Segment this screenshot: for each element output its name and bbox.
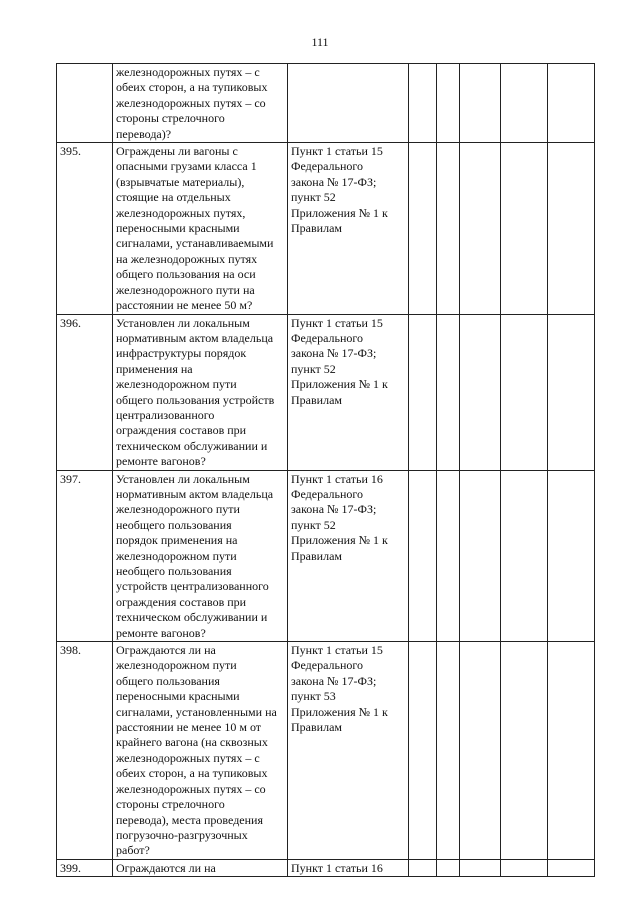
answer-cell <box>409 64 437 143</box>
row-number: 398. <box>57 642 113 860</box>
row-number: 399. <box>57 859 113 876</box>
answer-cell <box>409 314 437 470</box>
table-row <box>57 859 595 876</box>
answer-cell <box>460 470 501 641</box>
table-row <box>57 314 595 470</box>
page-number: 111 <box>311 35 329 49</box>
answer-cell <box>409 859 437 876</box>
answer-cell <box>460 143 501 314</box>
answer-cell <box>460 859 501 876</box>
answer-cell <box>437 64 460 143</box>
answer-cell <box>460 64 501 143</box>
question-cell: Установлен ли локальным нормативным актом владельца инфраструктуры порядок применения на железнодорожном пути общего пользования устройств централизованного ограждения составов при техническом обслуживании и ремонте вагонов? <box>113 314 288 470</box>
answer-cell <box>548 143 595 314</box>
reference-cell: Пункт 1 статьи 16 Федерального закона № 17-ФЗ; пункт 52 Приложения № 1 к Правилам <box>288 470 409 641</box>
row-number: 397. <box>57 470 113 641</box>
question-cell: железнодорожных путях – с обеих сторон, а на тупиковых железнодорожных путях – со стороны стрелочного перевода)? <box>113 64 288 143</box>
answer-cell <box>409 143 437 314</box>
answer-cell <box>501 642 548 860</box>
checklist-table <box>56 63 595 877</box>
answer-cell <box>548 470 595 641</box>
answer-cell <box>437 470 460 641</box>
answer-cell <box>437 314 460 470</box>
question-cell: Установлен ли локальным нормативным актом владельца железнодорожного пути необщего пользования порядок применения на железнодорожном пути необщего пользования устройств централизованного ограждения составов при техническом обслуживании и ремонте вагонов? <box>113 470 288 641</box>
answer-cell <box>437 642 460 860</box>
answer-cell <box>437 859 460 876</box>
reference-cell: Пункт 1 статьи 16 <box>288 859 409 876</box>
table-row <box>57 642 595 860</box>
answer-cell <box>409 642 437 860</box>
table-row <box>57 64 595 143</box>
answer-cell <box>501 859 548 876</box>
answer-cell <box>548 314 595 470</box>
row-number: 395. <box>57 143 113 314</box>
question-cell: Ограждаются ли на <box>113 859 288 876</box>
row-number: 396. <box>57 314 113 470</box>
table-row <box>57 143 595 314</box>
answer-cell <box>460 642 501 860</box>
question-cell: Ограждаются ли на железнодорожном пути общего пользования переносными красными сигналами, установленными на расстоянии не менее 10 м от крайнего вагона (на сквозных железнодорожных путях – с обеих сторон, а на тупиковых железнодорожных путях – со стороны стрелочного перевода), места проведения погрузочно-разгрузочных работ? <box>113 642 288 860</box>
answer-cell <box>548 642 595 860</box>
question-cell: Ограждены ли вагоны с опасными грузами класса 1 (взрывчатые материалы), стоящие на отдельных железнодорожных путях, переносными красными сигналами, устанавливаемыми на железнодорожных путях общего пользования на оси железнодорожного пути на расстоянии не менее 50 м? <box>113 143 288 314</box>
answer-cell <box>409 470 437 641</box>
answer-cell <box>501 470 548 641</box>
answer-cell <box>548 859 595 876</box>
reference-cell: Пункт 1 статьи 15 Федерального закона № 17-ФЗ; пункт 52 Приложения № 1 к Правилам <box>288 143 409 314</box>
row-number <box>57 64 113 143</box>
answer-cell <box>501 64 548 143</box>
answer-cell <box>437 143 460 314</box>
reference-cell: Пункт 1 статьи 15 Федерального закона № 17-ФЗ; пункт 53 Приложения № 1 к Правилам <box>288 642 409 860</box>
reference-cell: Пункт 1 статьи 15 Федерального закона № 17-ФЗ; пункт 52 Приложения № 1 к Правилам <box>288 314 409 470</box>
reference-cell <box>288 64 409 143</box>
answer-cell <box>548 64 595 143</box>
answer-cell <box>460 314 501 470</box>
answer-cell <box>501 143 548 314</box>
table-row <box>57 470 595 641</box>
answer-cell <box>501 314 548 470</box>
